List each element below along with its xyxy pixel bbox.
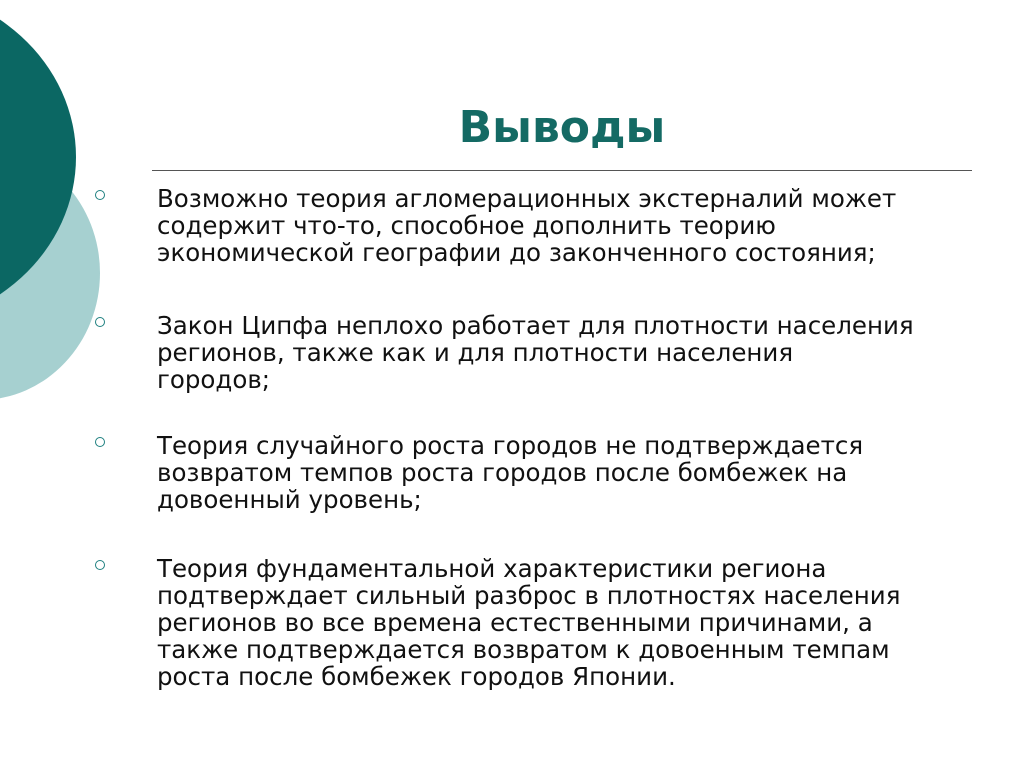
- circle-bullet-icon: [95, 317, 105, 327]
- bullet-text: Теория случайного роста городов не подтверждается возвратом темпов роста городов после бомбежек на довоенный уровень;: [157, 431, 864, 514]
- slide-title: Выводы: [458, 102, 666, 153]
- circle-bullet-icon: [95, 437, 105, 447]
- bullet-text: Возможно теория агломерационных экстерналий может содержит что-то, способное дополнить теорию экономической географии до законченного состояния;: [157, 184, 897, 267]
- circle-bullet-icon: [95, 560, 105, 570]
- bullet-text: Теория фундаментальной характеристики региона подтверждает сильный разброс в плотностях населения регионов во все времена естественными причинами, а также подтверждается возвратом к довоенным темпам роста после бомбежек городов Японии.: [157, 554, 901, 691]
- circle-bullet-icon: [95, 190, 105, 200]
- bullet-text: Закон Ципфа неплохо работает для плотности населения регионов, также как и для плотности населения городов;: [157, 311, 914, 394]
